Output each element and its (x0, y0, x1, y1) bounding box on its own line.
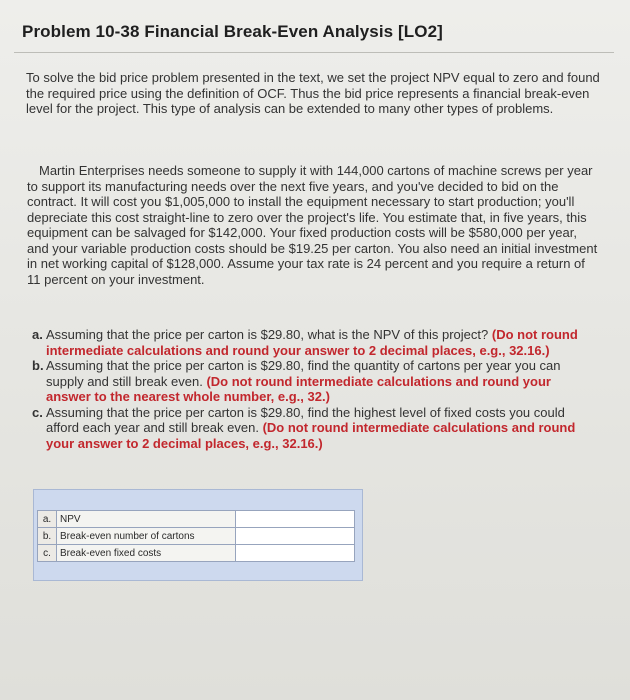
answer-table (37, 510, 355, 562)
question-letter: a. (32, 327, 43, 342)
row-letter: b. (38, 528, 57, 545)
breakeven-fixed-costs-input[interactable] (236, 545, 355, 562)
question-text: Assuming that the price per carton is $29.80, what is the NPV of this project? (46, 327, 489, 342)
question-b (32, 358, 598, 405)
npv-input[interactable] (236, 511, 355, 528)
question-letter: c. (32, 404, 43, 420)
breakeven-cartons-input[interactable] (236, 528, 355, 545)
row-label: Break-even fixed costs (57, 545, 236, 562)
row-letter: c. (38, 545, 57, 562)
answer-row-breakeven-cartons (38, 528, 355, 545)
question-note: (Do not round intermediate calculations and round your answer to 2 decimal places, e.g., 32.16.) (46, 420, 576, 451)
question-list (32, 327, 598, 451)
question-c (32, 405, 598, 452)
question-letter: b. (32, 358, 44, 373)
problem-title: Problem 10-38 Financial Break-Even Analysis [LO2] (22, 22, 443, 41)
question-text: Assuming that the price per carton is $29.80, find the quantity of cartons per year you can supply and still break even. (46, 358, 561, 389)
row-letter: a. (38, 511, 57, 528)
answer-row-breakeven-fixed-costs (38, 545, 355, 562)
intro-paragraph: To solve the bid price problem presented in the text, we set the project NPV equal to zero and found the required price using the definition of OCF. Thus the bid price represents a financial break-even level for the project. This type of analysis can be extended to many other types of problems. (26, 70, 600, 116)
row-label: NPV (57, 511, 236, 528)
question-a (32, 327, 598, 358)
question-note: (Do not round intermediate calculations and round your answer to 2 decimal places, e.g., 32.16.) (46, 327, 578, 358)
row-label: Break-even number of cartons (57, 528, 236, 545)
title-divider (14, 52, 614, 53)
scenario-paragraph: Martin Enterprises needs someone to supply it with 144,000 cartons of machine screws per year to support its manufacturing needs over the next five years, and you've decided to bid on the contract. It will cost you $1,005,000 to install the equipment necessary to start production; you'll depreciate this cost straight-line to zero over the project's life. You estimate that, in five years, this equipment can be salvaged for $142,000. Your fixed production costs will be $580,000 per year, and your variable production costs should be $19.25 per carton. You also need an initial investment in net working capital of $128,000. Assume your tax rate is 24 percent and you require a return of 11 percent on your investment. (27, 163, 598, 287)
answer-row-npv (38, 511, 355, 528)
question-text: Assuming that the price per carton is $29.80, find the highest level of fixed costs you could afford each year and still break even. (46, 404, 565, 435)
question-note: (Do not round intermediate calculations and round your answer to the nearest whole number, e.g., 32.) (46, 373, 551, 404)
